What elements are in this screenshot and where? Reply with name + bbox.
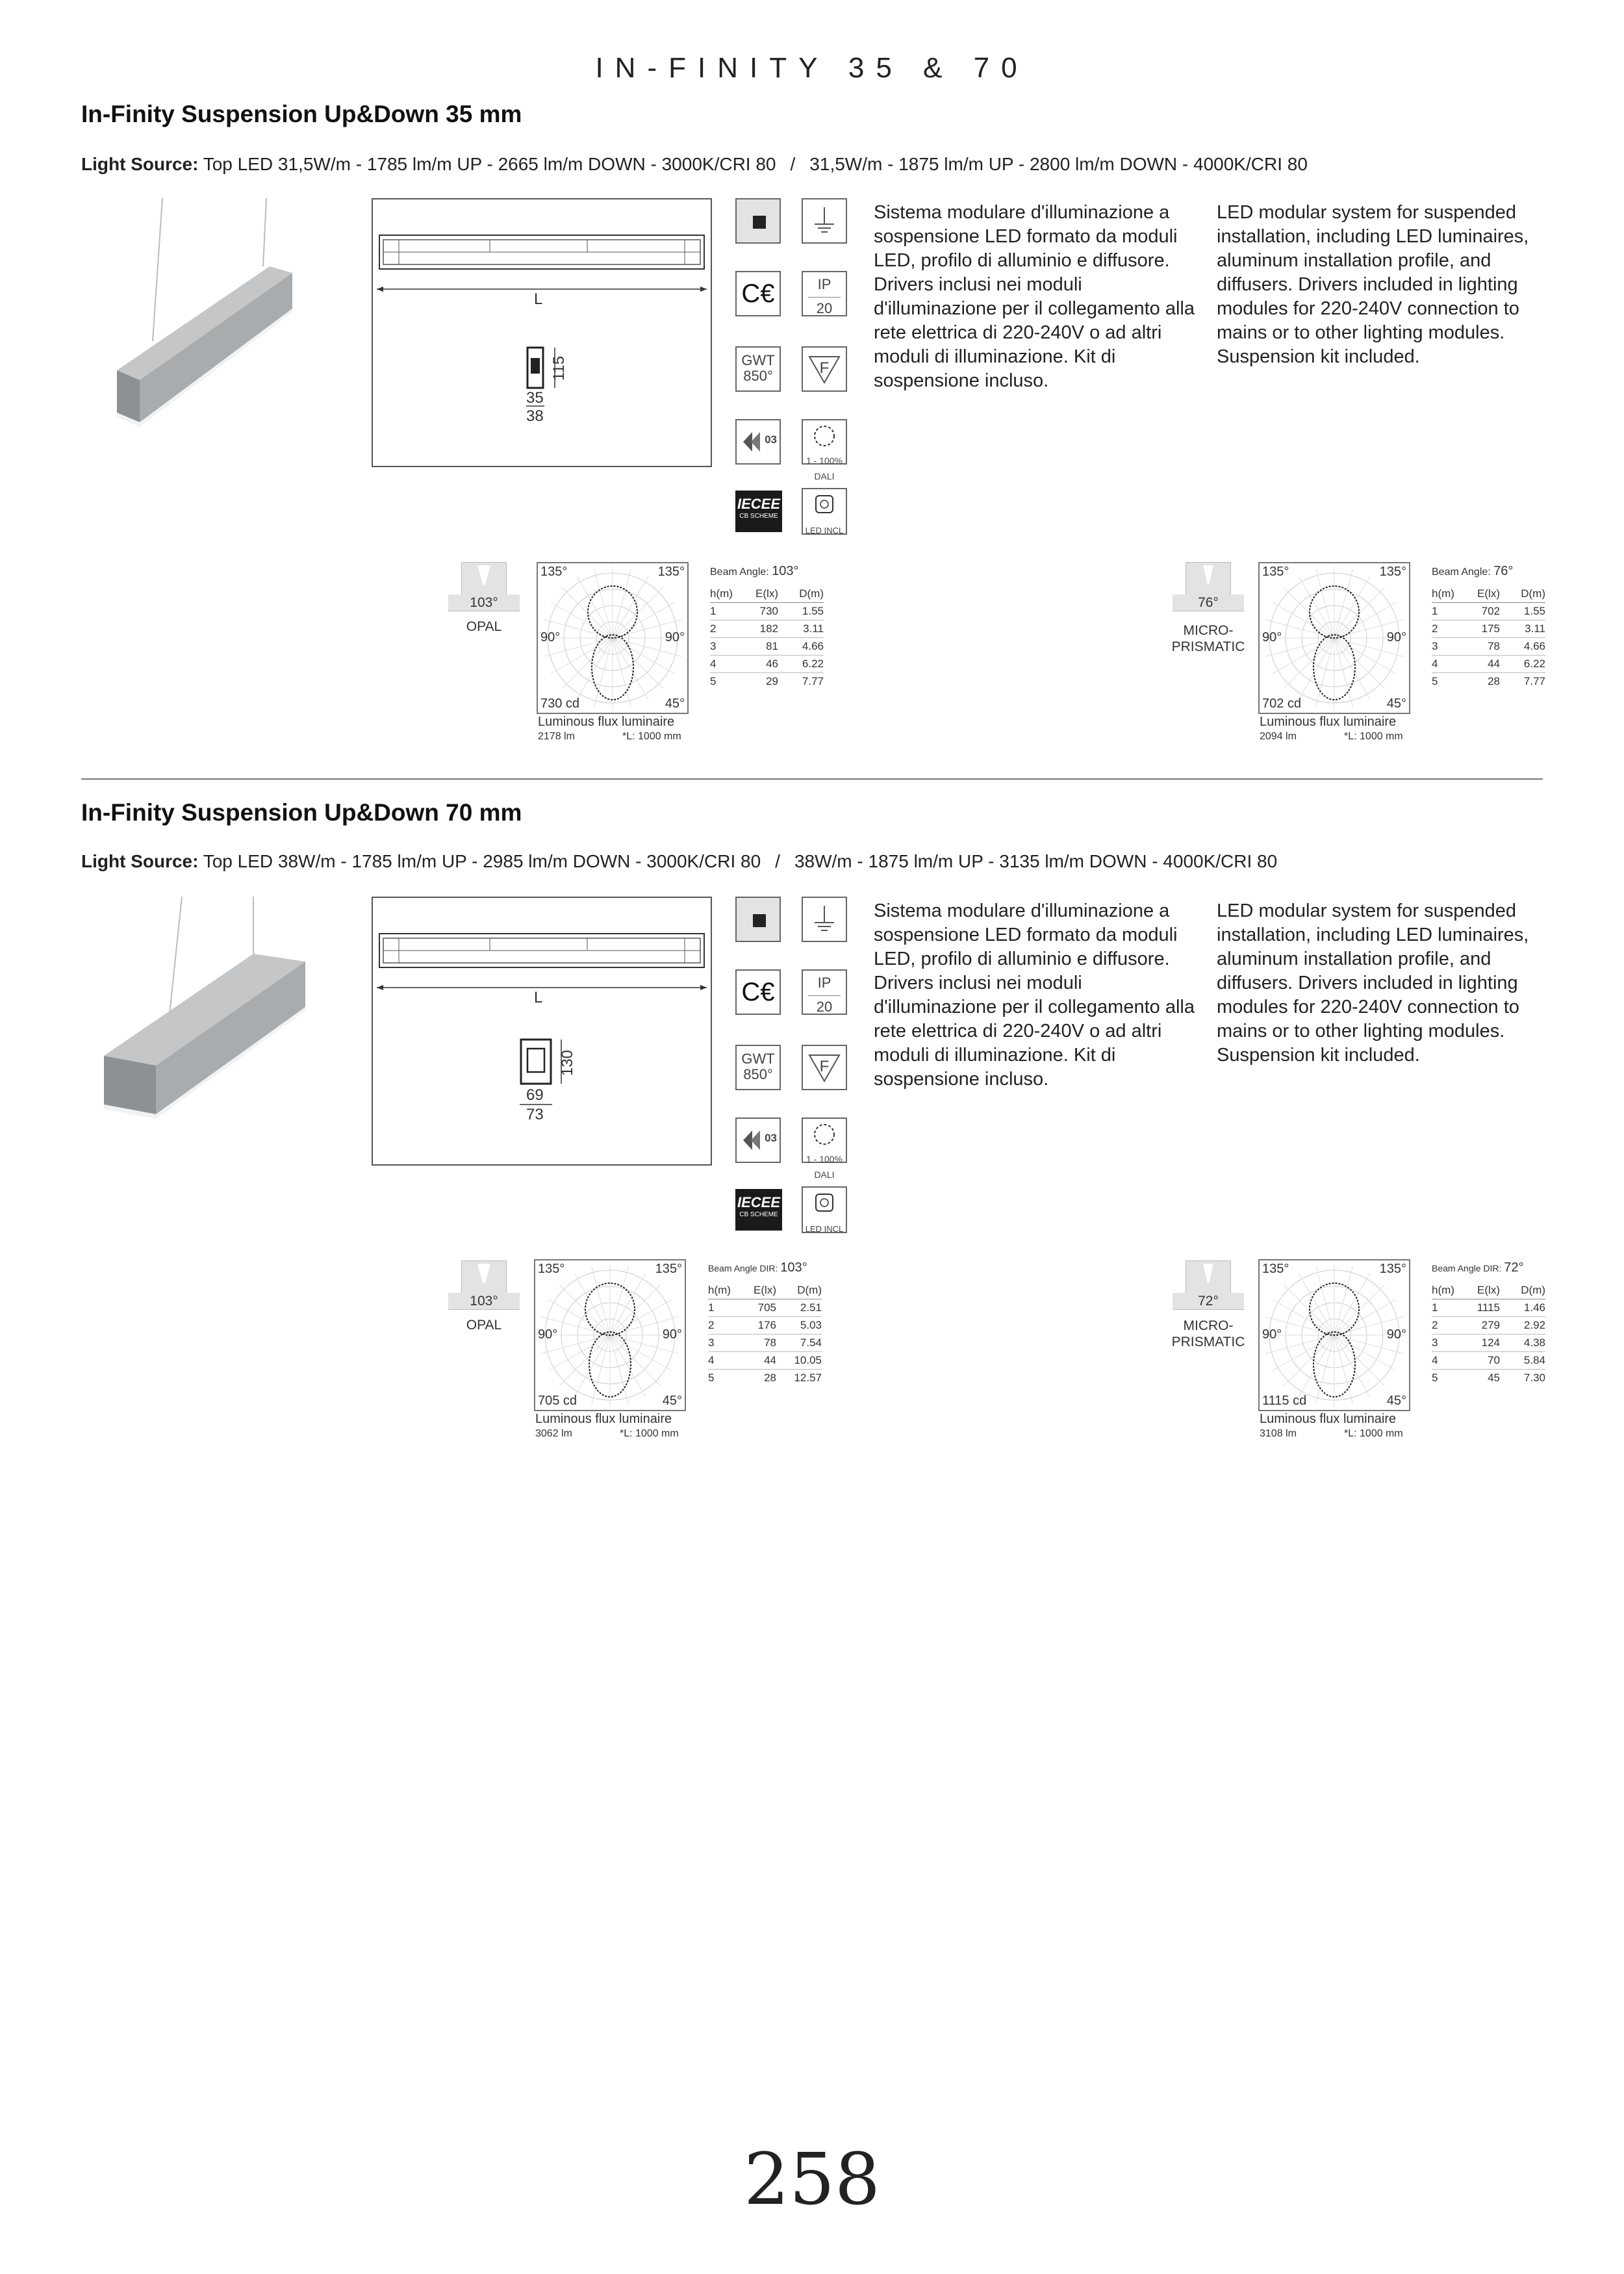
- ip-label: IP: [817, 975, 831, 991]
- polar-label-mr: 90°: [1386, 630, 1406, 645]
- table-row: 2 182 3.11: [710, 620, 824, 638]
- flux-label: Luminous flux luminaire: [538, 715, 675, 729]
- description-english-35: LED modular system for suspended installation, including LED luminaires, aluminum installation profile, and diffusers. Drivers included in lighting modules for 220-240V connection to mains or to other lighting modules. Suspension kit included.: [1217, 202, 1529, 367]
- iecee-logo: [735, 1189, 782, 1231]
- led-included-icon: [802, 1186, 847, 1233]
- table-row: 3 78 7.54: [708, 1335, 822, 1352]
- profile-drawing-70: [373, 898, 711, 1164]
- description-italian-70: Sistema modulare d'illuminazione a sospensione LED formato da moduli LED, profilo di alluminio e diffusore. Drivers inclusi nei moduli d'illuminazione per il collegamento alla rete elettrica di 220-240V o ad altri moduli di illuminazione. Kit di sospensione incluso.: [874, 901, 1195, 1090]
- polar-label-ml: 90°: [538, 1327, 558, 1342]
- suspension-wire-right: [263, 198, 266, 266]
- light-source-35: [81, 154, 1308, 175]
- polar-label-br: 45°: [662, 1394, 682, 1408]
- microprismatic-name2-70: PRISMATIC: [1171, 1335, 1245, 1349]
- dim-range: 1 - 100%: [806, 1154, 843, 1164]
- microprismatic-angle-70: 72°: [1173, 1293, 1244, 1310]
- polar-label-tr: 135°: [1379, 1262, 1406, 1276]
- section-divider: [81, 778, 1543, 780]
- polar-label-tl: 135°: [538, 1262, 565, 1276]
- ip-label: IP: [817, 276, 831, 292]
- iecee-label: IECEE: [737, 496, 781, 512]
- up-down-icon: [735, 198, 781, 244]
- table-row: 4 44 10.05: [708, 1352, 822, 1370]
- dali-label: DALI: [814, 1169, 835, 1180]
- flux-label: Luminous flux luminaire: [1260, 1412, 1397, 1426]
- gwt-value: 850°: [743, 368, 773, 384]
- table-row: 5 45 7.30: [1432, 1372, 1545, 1384]
- dim-height-label: 115: [550, 355, 568, 381]
- polar-label-mr: 90°: [1386, 1327, 1406, 1342]
- beam-table-70-opal: [708, 1260, 822, 1386]
- beam-label: Beam Angle DIR:: [708, 1263, 778, 1273]
- beam-label: Beam Angle:: [710, 567, 769, 578]
- f-mark-label: F: [819, 1058, 830, 1075]
- certifications-35: [735, 198, 852, 536]
- iecee-sub: CB SCHEME: [739, 1211, 778, 1218]
- table-row: 4 46 6.22: [710, 656, 824, 673]
- light-source-separator: /: [790, 154, 796, 174]
- illuminance-table: h(m) E(lx) D(m) 1 730 1.55 2 182 3.11 3 81 4.66 4 46 6.22 5 29 7.77: [710, 585, 824, 690]
- iecee-label: IECEE: [737, 1194, 781, 1210]
- polar-label-ml: 90°: [1262, 630, 1282, 645]
- f-mark-icon: [802, 346, 847, 392]
- length-note: *L: 1000 mm: [620, 1428, 679, 1439]
- beam-label: Beam Angle DIR:: [1432, 1263, 1502, 1273]
- opal-angle-70: 103°: [448, 1293, 520, 1310]
- polar-diagram-35-micro: [1258, 562, 1410, 714]
- iecee-sub: CB SCHEME: [739, 513, 778, 520]
- polar-label-mr: 90°: [662, 1327, 682, 1342]
- polar-diagram-70-opal: [534, 1259, 686, 1411]
- dimmable-icon: [802, 1118, 847, 1163]
- polar-label-ml: 90°: [540, 630, 561, 645]
- page-number: 258: [744, 2138, 880, 2221]
- table-row: 1 705 2.51: [708, 1299, 822, 1317]
- table-row: 2 279 2.92: [1432, 1317, 1545, 1335]
- polar-label-bl: 730 cd: [540, 696, 580, 711]
- gwt-icon: [735, 346, 781, 392]
- polar-label-tr: 135°: [655, 1262, 682, 1276]
- dali-label: DALI: [814, 471, 835, 481]
- table-row: 1 730 1.55: [710, 603, 824, 620]
- beam-label: Beam Angle:: [1432, 567, 1491, 578]
- polar-label-br: 45°: [1386, 1394, 1406, 1408]
- light-source-a: Top LED 38W/m - 1785 lm/m UP - 2985 lm/m DOWN - 3000K/CRI 80: [203, 851, 761, 871]
- opal-swatch: [461, 1260, 507, 1297]
- ip-rating-icon: [802, 271, 847, 316]
- polar-label-tr: 135°: [1379, 565, 1406, 579]
- polar-label-tr: 135°: [657, 565, 685, 579]
- table-row: 3 78 4.66: [1432, 638, 1545, 656]
- earth-class-icon: [802, 897, 847, 942]
- flux-value: 2094 lm: [1260, 731, 1297, 742]
- dim-width-outer-label: 38: [526, 407, 544, 425]
- dim-range: 1 - 100%: [806, 455, 843, 466]
- table-row: 4 70 5.84: [1432, 1352, 1545, 1370]
- table-row: 4 44 6.22: [1432, 656, 1545, 673]
- table-row: 3 124 4.38: [1432, 1335, 1545, 1352]
- gwt-icon: [735, 1045, 781, 1090]
- beam-table-35-micro: [1432, 564, 1545, 690]
- table-row: 1 702 1.55: [1432, 603, 1545, 620]
- polar-label-bl: 705 cd: [538, 1394, 577, 1408]
- flux-value: 3108 lm: [1260, 1428, 1297, 1439]
- opal-swatch: [461, 562, 507, 598]
- ik-rating-icon: [735, 1118, 781, 1163]
- table-row: 5 28 12.57: [708, 1372, 822, 1384]
- polar-label-bl: 702 cd: [1262, 696, 1302, 711]
- table-row: 5 29 7.77: [710, 675, 824, 687]
- light-source-a: Top LED 31,5W/m - 1785 lm/m UP - 2665 lm/m DOWN - 3000K/CRI 80: [203, 154, 776, 174]
- polar-label-ml: 90°: [1262, 1327, 1282, 1342]
- illuminance-table: h(m) E(lx) D(m) 1 702 1.55 2 175 3.11 3 78 4.66 4 44 6.22 5 28 7.77: [1432, 585, 1545, 690]
- led-included-icon: [802, 488, 847, 535]
- polar-label-tl: 135°: [1262, 1262, 1289, 1276]
- flux-label: Luminous flux luminaire: [535, 1412, 672, 1426]
- table-row: 3 81 4.66: [710, 638, 824, 656]
- table-row: 5 28 7.77: [1432, 675, 1545, 687]
- flux-label: Luminous flux luminaire: [1260, 715, 1397, 729]
- ip-value: 20: [808, 995, 841, 1016]
- polar-diagram-70-micro: [1258, 1259, 1410, 1411]
- iecee-logo: [735, 491, 782, 532]
- polar-label-br: 45°: [1386, 696, 1406, 711]
- optic-microprismatic-70: [1186, 1260, 1231, 1297]
- ip-value: 20: [808, 297, 841, 317]
- suspension-wire-left: [153, 198, 162, 341]
- dim-width-outer-label: 73: [526, 1106, 544, 1123]
- dimmable-icon: [802, 419, 847, 465]
- optic-opal-70: [461, 1260, 507, 1297]
- technical-drawing-70: [372, 897, 712, 1166]
- polar-label-br: 45°: [665, 696, 685, 711]
- light-source-70: [81, 851, 1277, 872]
- up-down-icon: [735, 897, 781, 942]
- table-row: 2 176 5.03: [708, 1317, 822, 1335]
- ik-value: 03: [765, 433, 777, 446]
- beam-value: 72°: [1504, 1260, 1524, 1275]
- opal-angle-35: 103°: [448, 594, 520, 611]
- dim-width-inner-label: 35: [526, 389, 544, 407]
- gwt-label: GWT: [741, 352, 775, 368]
- led-incl-label: LED INCL: [805, 526, 844, 535]
- led-incl-label: LED INCL: [805, 1224, 844, 1234]
- flux-value: 3062 lm: [535, 1428, 572, 1439]
- polar-label-tl: 135°: [1262, 565, 1289, 579]
- luminaire-70-image: [97, 897, 318, 1131]
- beam-value: 103°: [780, 1260, 807, 1275]
- gwt-value: 850°: [743, 1066, 773, 1082]
- light-source-b: 31,5W/m - 1875 lm/m UP - 2800 lm/m DOWN - 4000K/CRI 80: [809, 154, 1308, 174]
- gwt-label: GWT: [741, 1051, 775, 1067]
- beam-table-70-micro: [1432, 1260, 1545, 1386]
- microprismatic-swatch: [1186, 1260, 1231, 1297]
- light-source-b: 38W/m - 1875 lm/m UP - 3135 lm/m DOWN - 4000K/CRI 80: [794, 851, 1278, 871]
- profile-drawing-35: [373, 199, 711, 466]
- microprismatic-name1-35: MICRO-: [1183, 623, 1234, 638]
- microprismatic-swatch: [1186, 562, 1231, 598]
- technical-drawing-35: [372, 198, 712, 467]
- beam-table-35-opal: [710, 564, 824, 690]
- microprismatic-angle-35: 76°: [1173, 594, 1244, 611]
- section-title-70: In-Finity Suspension Up&Down 70 mm: [81, 799, 522, 826]
- luminaire-end-face: [104, 1056, 156, 1114]
- ik-rating-icon: [735, 419, 781, 465]
- ce-mark-icon: C€: [735, 969, 781, 1015]
- opal-name-70: OPAL: [466, 1318, 502, 1333]
- section-title-35: In-Finity Suspension Up&Down 35 mm: [81, 101, 522, 127]
- dim-width-inner-label: 69: [526, 1086, 544, 1104]
- light-source-label: Light Source:: [81, 851, 199, 871]
- microprismatic-name2-35: PRISMATIC: [1171, 639, 1245, 654]
- length-note: *L: 1000 mm: [622, 731, 681, 742]
- description-italian-35: Sistema modulare d'illuminazione a sospensione LED formato da moduli LED, profilo di alluminio e diffusore. Drivers inclusi nei moduli d'illuminazione per il collegamento alla rete elettrica di 220-240V o ad altri moduli di illuminazione. Kit di sospensione incluso.: [874, 202, 1195, 391]
- table-row: 2 175 3.11: [1432, 620, 1545, 638]
- suspension-wire-left: [169, 897, 182, 1020]
- illuminance-table: h(m) E(lx) D(m) 1 705 2.51 2 176 5.03 3 78 7.54 4 44 10.05 5 28 12.57: [708, 1282, 822, 1386]
- light-source-separator: /: [775, 851, 780, 871]
- polar-label-tl: 135°: [540, 565, 568, 579]
- f-mark-icon: [802, 1045, 847, 1090]
- length-note: *L: 1000 mm: [1344, 731, 1403, 742]
- dim-length-label: L: [534, 989, 543, 1006]
- light-source-label: Light Source:: [81, 154, 199, 174]
- illuminance-table: h(m) E(lx) D(m) 1 1115 1.46 2 279 2.92 3 124 4.38 4 70 5.84 5 45 7.30: [1432, 1282, 1545, 1386]
- ce-mark-icon: C€: [735, 271, 781, 316]
- dim-length-label: L: [534, 290, 543, 308]
- f-mark-label: F: [819, 359, 830, 377]
- certifications-70: [735, 897, 852, 1234]
- polar-diagram-35-opal: [537, 562, 689, 714]
- dim-height-label: 130: [559, 1049, 577, 1077]
- polar-label-bl: 1115 cd: [1262, 1394, 1307, 1408]
- ik-value: 03: [765, 1132, 777, 1144]
- table-row: 1 1115 1.46: [1432, 1299, 1545, 1317]
- description-english-70: LED modular system for suspended installation, including LED luminaires, aluminum installation profile, and diffusers. Drivers included in lighting modules for 220-240V connection to mains or to other lighting modules. Suspension kit included.: [1217, 901, 1529, 1066]
- page-title: IN-FINITY 35 & 70: [595, 52, 1029, 84]
- beam-value: 103°: [772, 564, 799, 578]
- optic-microprismatic-35: [1186, 562, 1231, 598]
- microprismatic-name1-70: MICRO-: [1183, 1318, 1234, 1333]
- ip-rating-icon: [802, 969, 847, 1015]
- polar-label-mr: 90°: [665, 630, 685, 645]
- earth-class-icon: [802, 198, 847, 244]
- luminaire-35-image: [104, 198, 318, 439]
- opal-name-35: OPAL: [466, 619, 502, 634]
- length-note: *L: 1000 mm: [1344, 1428, 1403, 1439]
- beam-value: 76°: [1493, 564, 1514, 578]
- optic-opal-35: [461, 562, 507, 598]
- flux-value: 2178 lm: [538, 731, 575, 742]
